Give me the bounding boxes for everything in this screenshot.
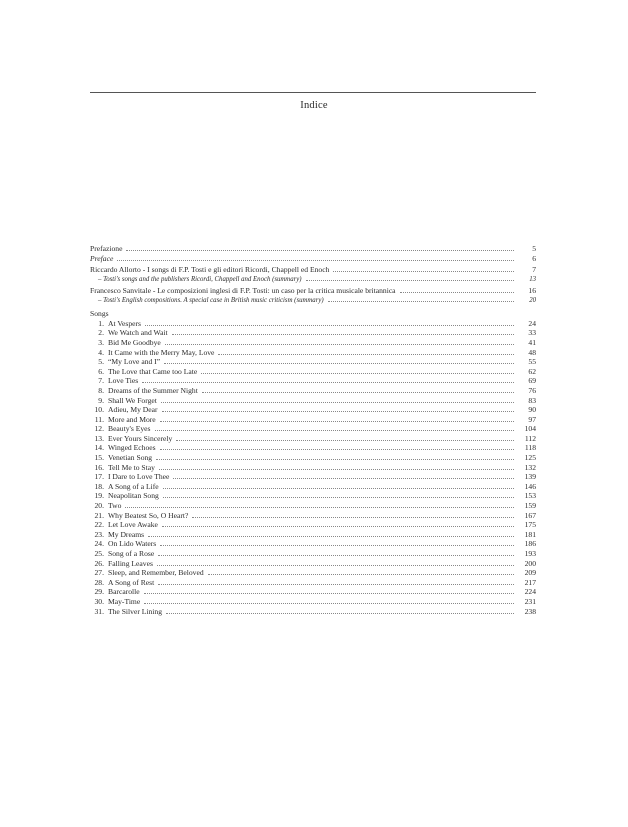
song-entry xyxy=(90,578,536,588)
song-entry xyxy=(90,463,536,473)
table-of-contents xyxy=(90,244,536,616)
songs-heading: Songs xyxy=(90,308,109,318)
entry-page-number: 139 xyxy=(524,472,536,482)
dot-leader xyxy=(158,578,514,585)
dot-leader xyxy=(202,386,514,393)
song-entry xyxy=(90,367,536,377)
dot-leader xyxy=(192,511,514,518)
dot-leader xyxy=(158,549,514,556)
song-entry xyxy=(90,491,536,501)
entry-number: 3. xyxy=(98,337,104,347)
entry-title-text: “My Love and I” xyxy=(108,357,161,367)
entry-page-number: 159 xyxy=(524,501,536,511)
entry-title xyxy=(90,549,154,559)
entry-page-number: 186 xyxy=(524,539,536,549)
entry-title-text: The Silver Lining xyxy=(108,606,162,616)
entry-title-text: A Song of Rest xyxy=(108,577,155,587)
entry-title xyxy=(90,568,204,578)
entry-title-text: A Song of a Life xyxy=(108,481,159,491)
entry-title-text: Tell Me to Stay xyxy=(108,462,155,472)
entry-title xyxy=(90,357,160,367)
entry-number: 23. xyxy=(94,529,104,539)
entry-title-text: Venetian Song xyxy=(108,453,153,463)
entry-page-number: 200 xyxy=(524,558,536,568)
front-matter-subentry xyxy=(90,295,536,305)
song-entry xyxy=(90,501,536,511)
entry-number: 7. xyxy=(98,376,104,386)
entry-page-number: 181 xyxy=(524,529,536,539)
entry-title-text: Two xyxy=(108,501,122,511)
dot-leader xyxy=(208,568,514,575)
song-entry xyxy=(90,568,536,578)
dot-leader xyxy=(144,597,514,604)
entry-title xyxy=(90,472,169,482)
entry-page-number: 238 xyxy=(524,606,536,616)
entry-page-number: 7 xyxy=(532,264,536,274)
entry-page-number: 125 xyxy=(524,453,536,463)
entry-title-text: Bid Me Goodbye xyxy=(108,337,161,347)
entry-title-text: More and More xyxy=(108,414,156,424)
entry-title-text: Sleep, and Remember, Beloved xyxy=(108,568,204,578)
entry-page-number: 48 xyxy=(528,347,536,357)
entry-page-number: 76 xyxy=(528,385,536,395)
entry-title xyxy=(90,587,140,597)
song-entry xyxy=(90,587,536,597)
entry-title-text: We Watch and Wait xyxy=(108,328,168,338)
entry-title xyxy=(90,405,158,415)
song-entry xyxy=(90,549,536,559)
entry-page-number: 175 xyxy=(524,520,536,530)
entry-title-text: Why Beatest So, O Heart? xyxy=(108,510,189,520)
entry-number: 29. xyxy=(94,587,104,597)
dot-leader xyxy=(155,424,515,431)
entry-number: 16. xyxy=(94,462,104,472)
dot-leader xyxy=(400,286,514,293)
entry-page-number: 193 xyxy=(524,549,536,558)
entry-page-number: 153 xyxy=(524,491,536,501)
entry-number: 12. xyxy=(94,424,104,434)
song-entry xyxy=(90,386,536,396)
entry-page-number: 33 xyxy=(528,328,536,338)
entry-title xyxy=(90,348,214,358)
song-entry xyxy=(90,559,536,569)
entry-page-number: 83 xyxy=(528,395,536,405)
entry-page-number: 24 xyxy=(528,318,536,328)
dot-leader xyxy=(201,367,514,374)
entry-title xyxy=(90,559,153,569)
entry-page-number: 13 xyxy=(529,276,536,284)
entry-page-number: 217 xyxy=(524,577,536,587)
entry-number: 9. xyxy=(98,395,104,405)
entry-title: Francesco Sanvitale - Le composizioni inglesi di F.P. Tosti: un caso per la critica musicale britannica xyxy=(90,285,396,295)
entry-title-text: Winged Echoes xyxy=(108,443,156,453)
front-matter-list xyxy=(90,244,536,305)
entry-page-number: 90 xyxy=(528,405,536,415)
dot-leader xyxy=(157,559,514,566)
entry-page-number: 97 xyxy=(528,414,536,424)
dot-leader xyxy=(160,415,514,422)
dot-leader xyxy=(172,328,514,335)
front-matter-entry xyxy=(90,286,536,296)
entry-number: 2. xyxy=(98,328,104,338)
entry-title: Prefazione xyxy=(90,244,123,253)
song-entry xyxy=(90,597,536,607)
entry-number: 13. xyxy=(94,433,104,443)
dot-leader xyxy=(159,463,514,470)
dot-leader xyxy=(117,254,514,261)
entry-title: Preface xyxy=(90,253,114,263)
entry-number: 31. xyxy=(94,606,104,616)
dot-leader xyxy=(166,607,514,614)
entry-page-number: 112 xyxy=(524,433,536,443)
entry-page-number: 55 xyxy=(528,357,536,367)
entry-page-number: 41 xyxy=(528,337,536,347)
dot-leader xyxy=(164,357,514,364)
entry-title-text: My Dreams xyxy=(108,529,145,539)
entry-page-number: 132 xyxy=(524,462,536,472)
entry-page-number: 20 xyxy=(529,297,536,305)
song-entry xyxy=(90,443,536,453)
entry-number: 8. xyxy=(98,385,104,395)
dot-leader xyxy=(125,501,514,508)
entry-title-text: Shall We Forget xyxy=(108,395,157,405)
entry-number: 18. xyxy=(94,481,104,491)
entry-title-text: Let Love Awake xyxy=(108,520,158,530)
entry-title-text: At Vespers xyxy=(108,318,141,328)
entry-title: Riccardo Allorto - I songs di F.P. Tosti e gli editori Ricordi, Chappell ed Enoch xyxy=(90,264,330,274)
entry-title-text: Dreams of the Summer Night xyxy=(108,385,198,395)
dot-leader xyxy=(162,520,514,527)
entry-title xyxy=(90,578,154,588)
song-entry xyxy=(90,405,536,415)
entry-title xyxy=(90,367,197,377)
entry-title-text: On Lido Waters xyxy=(108,539,157,549)
entry-page-number: 5 xyxy=(532,244,536,253)
entry-title xyxy=(90,530,144,540)
entry-page-number: 231 xyxy=(524,596,536,606)
entry-number: 5. xyxy=(98,357,104,367)
dot-leader xyxy=(328,295,514,302)
entry-title xyxy=(90,338,161,348)
entry-title-text: Love Ties xyxy=(108,376,139,386)
entry-title xyxy=(90,328,168,338)
song-entry xyxy=(90,415,536,425)
dot-leader xyxy=(142,376,514,383)
dot-leader xyxy=(163,491,514,498)
entry-number: 27. xyxy=(94,568,104,578)
entry-page-number: 167 xyxy=(524,510,536,520)
dot-leader xyxy=(218,348,514,355)
entry-page-number: 16 xyxy=(528,285,536,295)
entry-title-text: I Dare to Love Thee xyxy=(108,472,170,482)
entry-title xyxy=(90,386,198,396)
entry-title xyxy=(90,597,140,607)
entry-title xyxy=(90,443,156,453)
song-entry xyxy=(90,338,536,348)
entry-page-number: 69 xyxy=(528,376,536,386)
entry-title-text: May-Time xyxy=(108,596,141,606)
dot-leader xyxy=(173,472,514,479)
song-entry xyxy=(90,482,536,492)
entry-number: 26. xyxy=(94,558,104,568)
song-entry xyxy=(90,520,536,530)
entry-title-text: Ever Yours Sincerely xyxy=(108,433,173,443)
entry-title xyxy=(90,319,141,329)
dot-leader xyxy=(162,405,514,412)
entry-number: 24. xyxy=(94,539,104,549)
entry-title xyxy=(90,415,156,425)
entry-page-number: 104 xyxy=(524,424,536,434)
dot-leader xyxy=(333,265,514,272)
entry-title xyxy=(90,520,158,530)
entry-number: 21. xyxy=(94,510,104,520)
entry-title xyxy=(90,424,151,434)
entry-title xyxy=(90,607,162,617)
song-entry xyxy=(90,357,536,367)
dot-leader xyxy=(156,453,514,460)
entry-title-text: It Came with the Merry May, Love xyxy=(108,347,215,357)
header-rule xyxy=(90,92,536,93)
song-entry xyxy=(90,424,536,434)
entry-number: 17. xyxy=(94,472,104,482)
entry-title xyxy=(90,396,157,406)
entry-title xyxy=(90,434,172,444)
entry-number: 20. xyxy=(94,501,104,511)
dot-leader xyxy=(163,482,514,489)
song-entry xyxy=(90,319,536,329)
song-entry xyxy=(90,472,536,482)
dot-leader xyxy=(165,338,514,345)
songs-list xyxy=(90,319,536,616)
entry-number: 4. xyxy=(98,347,104,357)
entry-title-text: Falling Leaves xyxy=(108,558,153,568)
song-entry xyxy=(90,511,536,521)
entry-number: 25. xyxy=(94,549,104,558)
front-matter-entry xyxy=(90,265,536,275)
front-matter-subentry xyxy=(90,274,536,284)
entry-title: – Tosti's songs and the publishers Ricordi, Chappell and Enoch (summary) xyxy=(98,276,302,284)
entry-number: 22. xyxy=(94,520,104,530)
entry-page-number: 209 xyxy=(524,568,536,578)
song-entry xyxy=(90,396,536,406)
song-entry xyxy=(90,453,536,463)
entry-title-text: Barcarolle xyxy=(108,587,140,597)
entry-title xyxy=(90,482,159,492)
entry-page-number: 6 xyxy=(532,253,536,263)
front-matter-entry xyxy=(90,244,536,254)
dot-leader xyxy=(306,274,514,281)
entry-title xyxy=(90,539,156,549)
entry-title xyxy=(90,376,138,386)
entry-title xyxy=(90,491,159,501)
entry-title-text: The Love that Came too Late xyxy=(108,366,198,376)
entry-title xyxy=(90,511,188,521)
entry-page-number: 62 xyxy=(528,366,536,376)
entry-number: 19. xyxy=(94,491,104,501)
entry-title-text: Adieu, My Dear xyxy=(108,405,158,415)
entry-page-number: 146 xyxy=(524,481,536,491)
song-entry xyxy=(90,530,536,540)
dot-leader xyxy=(160,539,514,546)
entry-number: 6. xyxy=(98,366,104,376)
entry-number: 28. xyxy=(94,577,104,587)
entry-number: 14. xyxy=(94,443,104,453)
entry-title-text: Neapolitan Song xyxy=(108,491,159,501)
dot-leader xyxy=(160,443,514,450)
entry-title xyxy=(90,501,121,511)
entry-page-number: 224 xyxy=(524,587,536,597)
entry-title: – Tosti's English compositions. A special case in British music criticism (summary) xyxy=(98,297,324,305)
dot-leader xyxy=(144,587,514,594)
entry-title xyxy=(90,463,155,473)
entry-page-number: 118 xyxy=(524,443,536,453)
song-entry xyxy=(90,348,536,358)
dot-leader xyxy=(148,530,514,537)
entry-number: 15. xyxy=(94,453,104,463)
dot-leader xyxy=(126,244,514,251)
entry-number: 30. xyxy=(94,596,104,606)
entry-title-text: Song of a Rose xyxy=(108,549,155,558)
song-entry xyxy=(90,539,536,549)
song-entry xyxy=(90,376,536,386)
entry-number: 10. xyxy=(94,405,104,415)
entry-number: 1. xyxy=(98,318,104,328)
entry-title-text: Beauty's Eyes xyxy=(108,424,151,434)
song-entry xyxy=(90,607,536,617)
entry-title xyxy=(90,453,152,463)
song-entry xyxy=(90,434,536,444)
entry-number: 11. xyxy=(94,414,104,424)
dot-leader xyxy=(176,434,514,441)
page-title: Indice xyxy=(300,100,328,111)
dot-leader xyxy=(145,319,514,326)
song-entry xyxy=(90,328,536,338)
front-matter-entry xyxy=(90,254,536,264)
dot-leader xyxy=(161,396,514,403)
